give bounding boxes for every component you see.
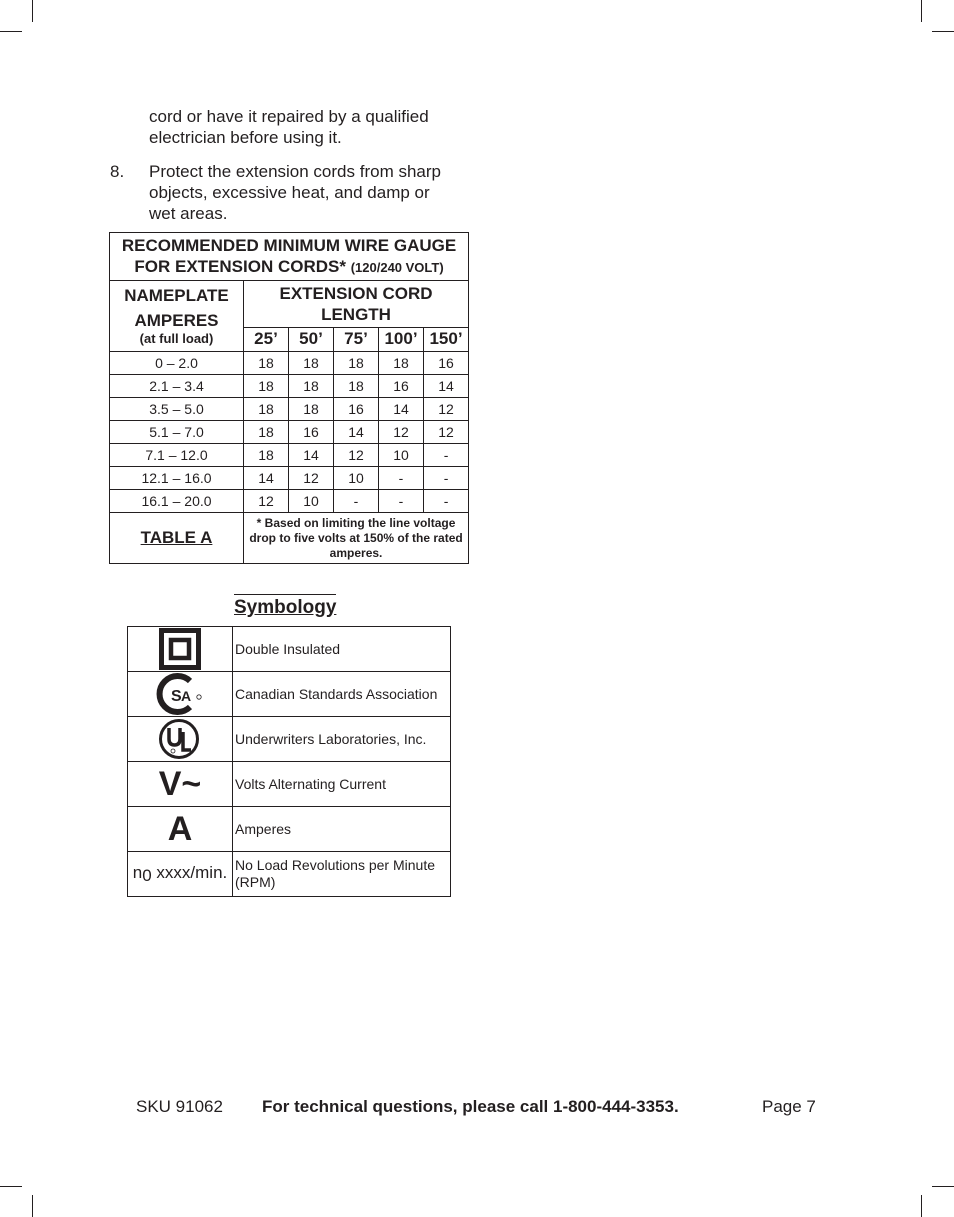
footer-technical-help: For technical questions, please call 1-800-444-3353. — [262, 1097, 679, 1116]
table-footnote: * Based on limiting the line voltage drop to five volts at 150% of the rated amperes. — [244, 513, 469, 564]
symbol-description: Double Insulated — [233, 627, 451, 672]
symbol-description: Underwriters Laboratories, Inc. — [233, 717, 451, 762]
table-row: 5.1 – 7.0 18 16 14 12 12 — [110, 421, 469, 444]
length-header-25: 25’ — [244, 327, 289, 351]
table-row: 0 – 2.0 18 18 18 18 16 — [110, 352, 469, 375]
table-row: 2.1 – 3.4 18 18 18 16 14 — [110, 375, 469, 398]
volts-ac-symbol: V~ — [158, 765, 202, 803]
table-row: 7.1 – 12.0 18 14 12 10 - — [110, 444, 469, 467]
ul-icon — [158, 718, 202, 760]
crop-mark — [32, 1195, 33, 1217]
table-row: 16.1 – 20.0 12 10 - - - — [110, 490, 469, 513]
symbol-row — [128, 852, 451, 897]
crop-mark — [0, 31, 22, 32]
svg-text:A: A — [181, 688, 192, 704]
symbol-row — [128, 627, 451, 672]
list-number: 8. — [110, 162, 125, 181]
symbol-description: Canadian Standards Association — [233, 672, 451, 717]
crop-mark — [32, 0, 33, 22]
symbol-row — [128, 807, 451, 852]
table-title: RECOMMENDED MINIMUM WIRE GAUGE FOR EXTENSION CORDS* (120/240 VOLT) — [110, 233, 469, 281]
double-insulated-icon — [159, 628, 201, 670]
table-label: TABLE A — [110, 513, 244, 564]
footer-sku: SKU 91062 — [136, 1097, 223, 1116]
paragraph-continued — [110, 106, 470, 148]
crop-mark — [921, 1195, 922, 1217]
crop-mark — [0, 1186, 22, 1187]
crop-mark — [932, 31, 954, 32]
symbol-description: No Load Revolutions per Minute (RPM) — [233, 852, 451, 897]
table-row: 3.5 – 5.0 18 18 16 14 12 — [110, 398, 469, 421]
symbol-row — [128, 762, 451, 807]
crop-mark — [932, 1186, 954, 1187]
amperes-symbol: A — [167, 810, 193, 848]
rpm-symbol: $n_0$ xxxx/min. — [132, 862, 228, 885]
nameplate-amperes-header: NAMEPLATE AMPERES (at full load) — [110, 281, 244, 352]
footer-page-number: Page 7 — [762, 1097, 816, 1116]
length-header-100: 100’ — [379, 327, 424, 351]
symbology-heading: Symbology — [234, 594, 336, 619]
paragraph-item-8 — [110, 161, 470, 224]
symbol-description: Volts Alternating Current — [233, 762, 451, 807]
wire-gauge-table — [109, 232, 469, 564]
crop-mark — [921, 0, 922, 22]
paragraph-text: cord or have it repaired by a qualified electrician before using it. — [149, 107, 429, 147]
extension-cord-length-header: EXTENSION CORD LENGTH — [244, 281, 469, 328]
symbology-table — [127, 626, 451, 897]
symbol-row — [128, 717, 451, 762]
length-header-50: 50’ — [289, 327, 334, 351]
symbol-description: Amperes — [233, 807, 451, 852]
svg-text:S: S — [171, 688, 182, 705]
csa-icon — [156, 673, 204, 715]
length-header-150: 150’ — [424, 327, 469, 351]
paragraph-text: Protect the extension cords from sharp objects, excessive heat, and damp or wet areas. — [149, 162, 441, 223]
length-header-75: 75’ — [334, 327, 379, 351]
table-row: 12.1 – 16.0 14 12 10 - - — [110, 467, 469, 490]
symbol-row — [128, 672, 451, 717]
